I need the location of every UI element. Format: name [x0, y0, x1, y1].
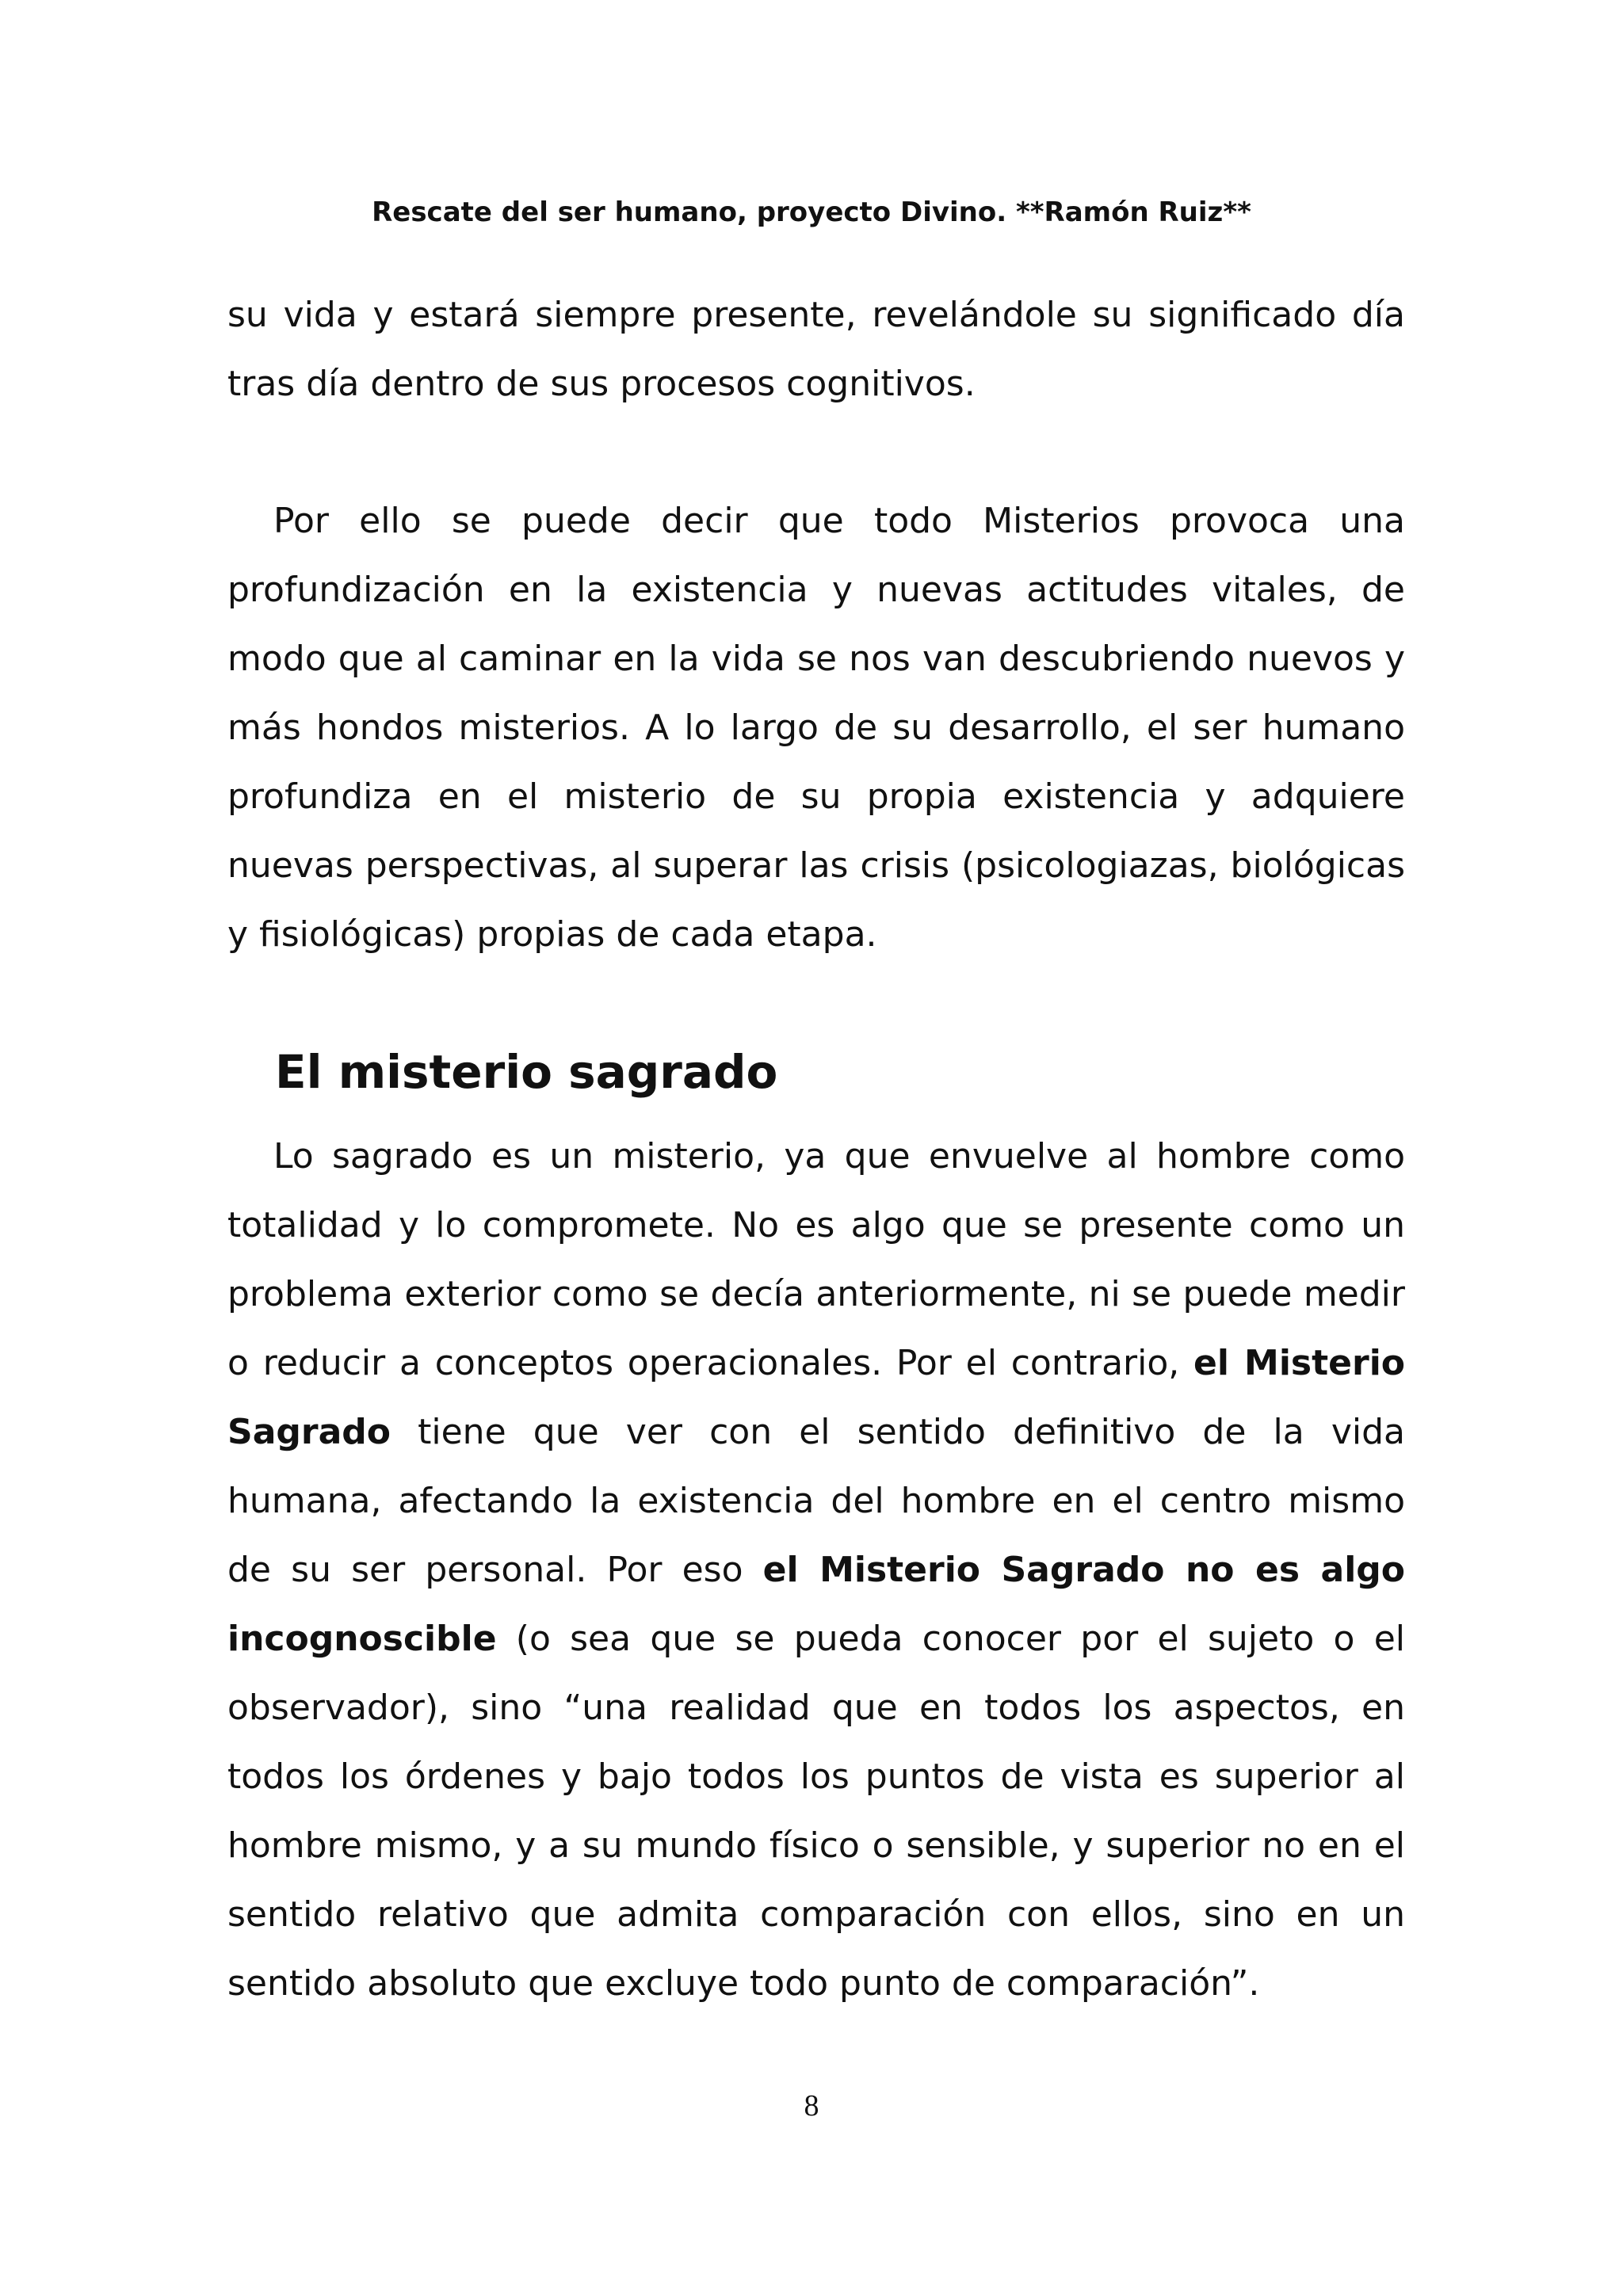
- text-run: Lo sagrado es un misterio, ya que envuelve al hombre como totalidad y lo compromete. No es algo que se presente como un problema exterior como se decía anteriormente, ni se puede medir o reducir a conceptos operacionales. Por el contrario,: [227, 1136, 1405, 1383]
- page-number: 8: [804, 2089, 819, 2122]
- bold-phrase: el Misterio Sagrado: [227, 1343, 1406, 1452]
- paragraph-text: su vida y estará siempre presente, revelándole su significado día tras día dentro de sus procesos cognitivos.: [227, 295, 1405, 404]
- paragraph: [227, 486, 1405, 969]
- text-run: (o sea que se pueda conocer por el sujeto o el observador), sino “una realidad que en todos los aspectos, en todos los órdenes y bajo todos los puntos de vista es superior al hombre mismo, y a su mundo físico o sensible, y superior no en el sentido relativo que admita comparación con ellos, sino en un sentido absoluto que excluye todo punto de comparación”.: [227, 1619, 1405, 2004]
- section-heading: El misterio sagrado: [275, 1045, 778, 1099]
- section-paragraph: [227, 1122, 1405, 2018]
- text-run: tiene que ver con el sentido definitivo de la vida humana, afectando la existencia del hombre en el centro mismo de su ser personal. Por eso: [227, 1412, 1405, 1590]
- bold-phrase: el Misterio Sagrado no es algo incognoscible: [227, 1550, 1406, 1659]
- running-header: Rescate del ser humano, proyecto Divino. **Ramón Ruiz**: [372, 196, 1251, 228]
- paragraph-text: [227, 1122, 1405, 2018]
- paragraph-continuation: [227, 280, 1405, 418]
- paragraph-text: Por ello se puede decir que todo Misterios provoca una profundización en la existencia y nuevas actitudes vitales, de modo que al caminar en la vida se nos van descubriendo nuevos y más hondos misterios. A lo largo de su desarrollo, el ser humano profundiza en el misterio de su propia existencia y adquiere nuevas perspectivas, al superar las crisis (psicologiazas, biológicas y fisiológicas) propias de cada etapa.: [227, 501, 1405, 955]
